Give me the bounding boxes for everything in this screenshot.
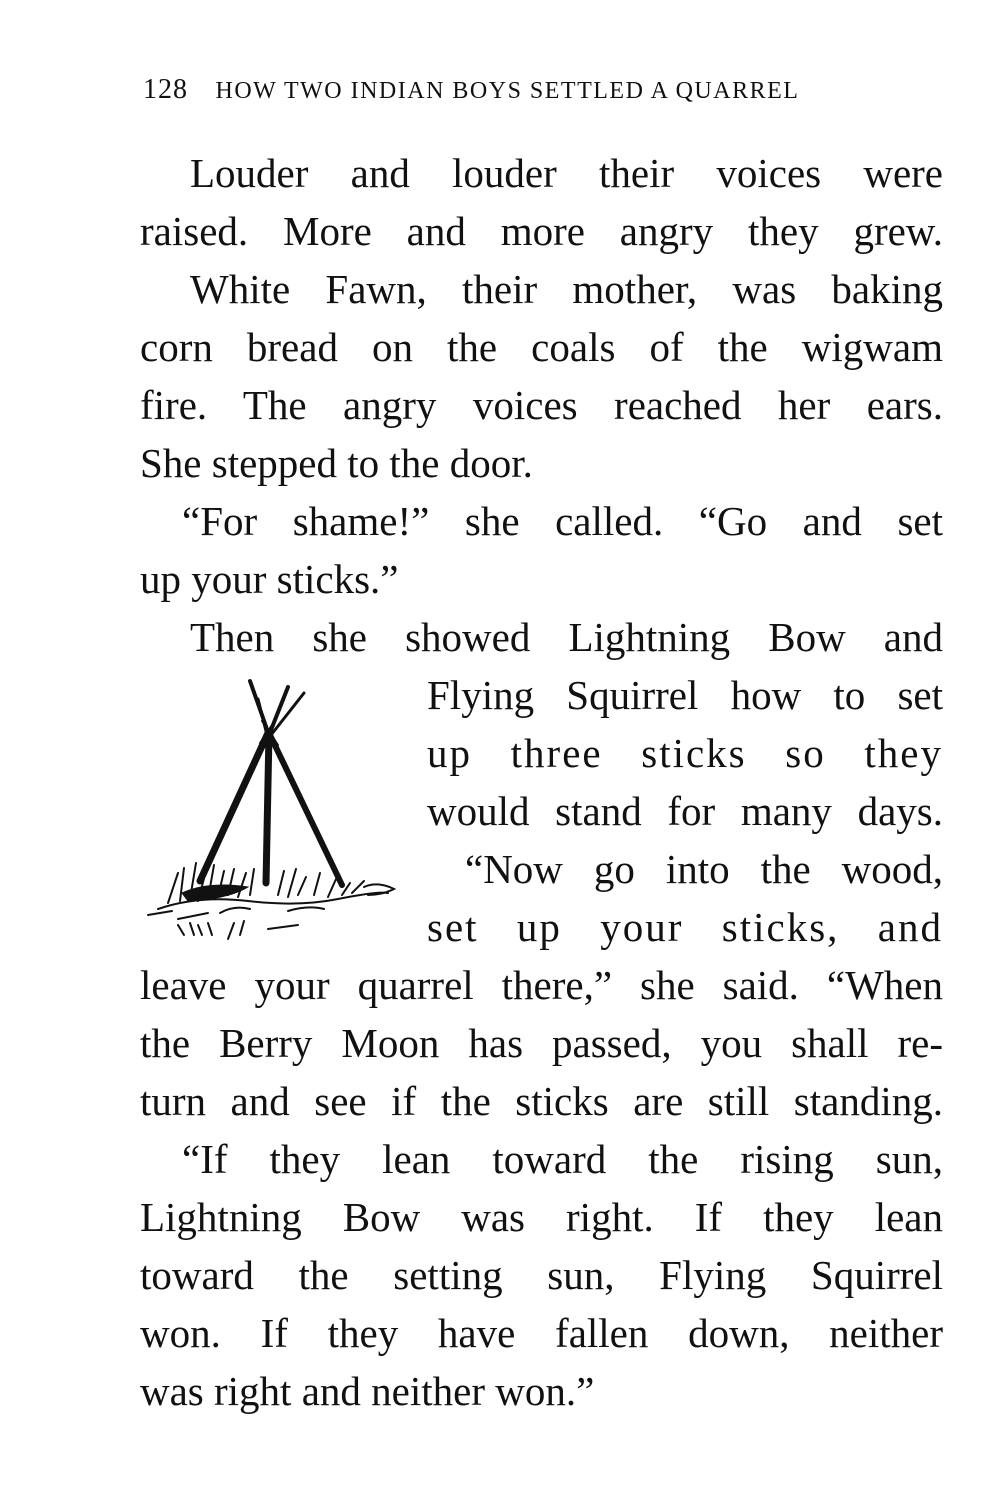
text-line: fire. The angry voices reached her ears. xyxy=(140,382,943,428)
text-line: won. If they have fallen down, neither xyxy=(140,1310,943,1356)
text-line: She stepped to the door. xyxy=(140,440,533,486)
text-line: turn and see if the sticks are still standing. xyxy=(140,1078,943,1124)
text-line: Lightning Bow was right. If they lean xyxy=(140,1194,943,1240)
text-line: Flying Squirrel how to set xyxy=(427,672,943,718)
text-line: leave your quarrel there,” she said. “When xyxy=(140,962,943,1008)
text-line: Then she showed Lightning Bow and xyxy=(190,614,943,660)
text-line: raised. More and more angry they grew. xyxy=(140,208,943,254)
text-line: White Fawn, their mother, was baking xyxy=(190,266,943,312)
text-line: corn bread on the coals of the wigwam xyxy=(140,324,943,370)
text-line: “For shame!” she called. “Go and set xyxy=(182,498,943,544)
tripod-sticks-icon xyxy=(138,673,408,948)
text-line: up three sticks so they xyxy=(427,730,943,776)
text-line: “If they lean toward the rising sun, xyxy=(182,1136,943,1182)
text-line: would stand for many days. xyxy=(427,788,943,834)
text-line: was right and neither won.” xyxy=(140,1368,595,1414)
text-line: up your sticks.” xyxy=(140,556,399,602)
running-title: HOW TWO INDIAN BOYS SETTLED A QUARREL xyxy=(215,78,800,104)
text-line: the Berry Moon has passed, you shall re- xyxy=(140,1020,943,1066)
tripod-sticks-illustration xyxy=(138,673,408,948)
page-number: 128 xyxy=(143,74,188,105)
text-line: set up your sticks, and xyxy=(427,904,943,950)
text-line: toward the setting sun, Flying Squirrel xyxy=(140,1252,943,1298)
text-line: “Now go into the wood, xyxy=(465,846,943,892)
running-header xyxy=(143,74,943,106)
text-line: Louder and louder their voices were xyxy=(190,150,943,196)
